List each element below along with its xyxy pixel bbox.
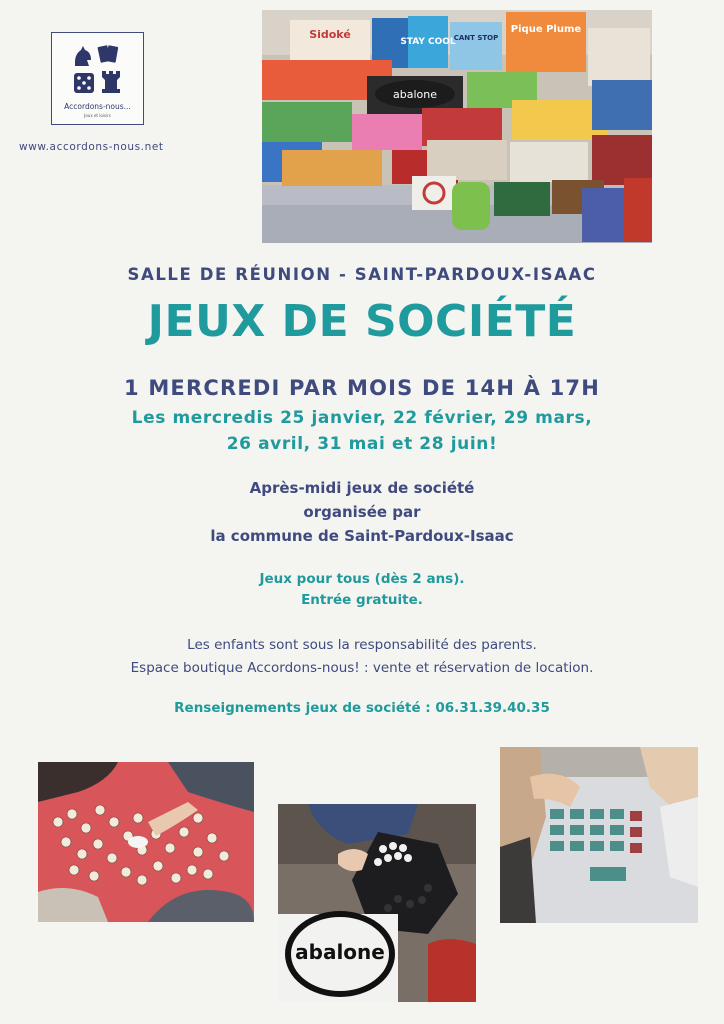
photo-abalone-game	[278, 804, 476, 1002]
organizer-line-2: organisée par	[303, 503, 421, 521]
organizer-line-3: la commune de Saint-Pardoux-Isaac	[210, 527, 514, 545]
organizer-line-1: Après-midi jeux de société	[249, 479, 475, 497]
notes-line-2: Espace boutique Accordons-nous! : vente et réservation de location.	[130, 660, 594, 676]
notes	[0, 634, 724, 680]
box-label-pique-plume: Pique Plume	[510, 24, 582, 35]
box-label-abalone: abalone	[393, 88, 437, 101]
dates-line-1: Les mercredis 25 janvier, 22 février, 29 mars,	[131, 408, 593, 428]
header-photo-games	[262, 10, 652, 243]
venue-subtitle: SALLE DE RÉUNION - SAINT-PARDOUX-ISAAC	[127, 265, 597, 284]
box-label-stay-cool: STAY COOL	[400, 37, 456, 47]
info	[0, 569, 724, 611]
notes-line-1: Les enfants sont sous la responsabilité des parents.	[187, 637, 537, 653]
info-line-2: Entrée gratuite.	[301, 592, 423, 608]
photo-tokens-game	[38, 762, 254, 922]
photo-cards-game	[500, 747, 698, 923]
abalone-box-label: abalone	[295, 940, 385, 964]
box-label-cant-stop: CANT STOP	[453, 34, 499, 42]
page-title: JEUX DE SOCIÉTÉ	[147, 296, 577, 347]
logo-tagline: Jeux et loisirs	[84, 113, 111, 118]
box-label-sidoke: Sidoké	[309, 28, 351, 41]
dates	[0, 405, 724, 457]
website-link[interactable]: www.accordons-nous.net	[19, 141, 164, 153]
schedule: 1 MERCREDI PAR MOIS DE 14H À 17H	[124, 376, 600, 400]
logo	[51, 32, 144, 125]
contact-info: Renseignements jeux de société : 06.31.39.40.35	[174, 700, 550, 716]
game-pieces-icon	[72, 40, 124, 98]
logo-name: Accordons-nous...	[64, 102, 131, 111]
dates-line-2: 26 avril, 31 mai et 28 juin!	[226, 434, 498, 454]
organizer	[0, 476, 724, 548]
info-line-1: Jeux pour tous (dès 2 ans).	[259, 571, 465, 587]
